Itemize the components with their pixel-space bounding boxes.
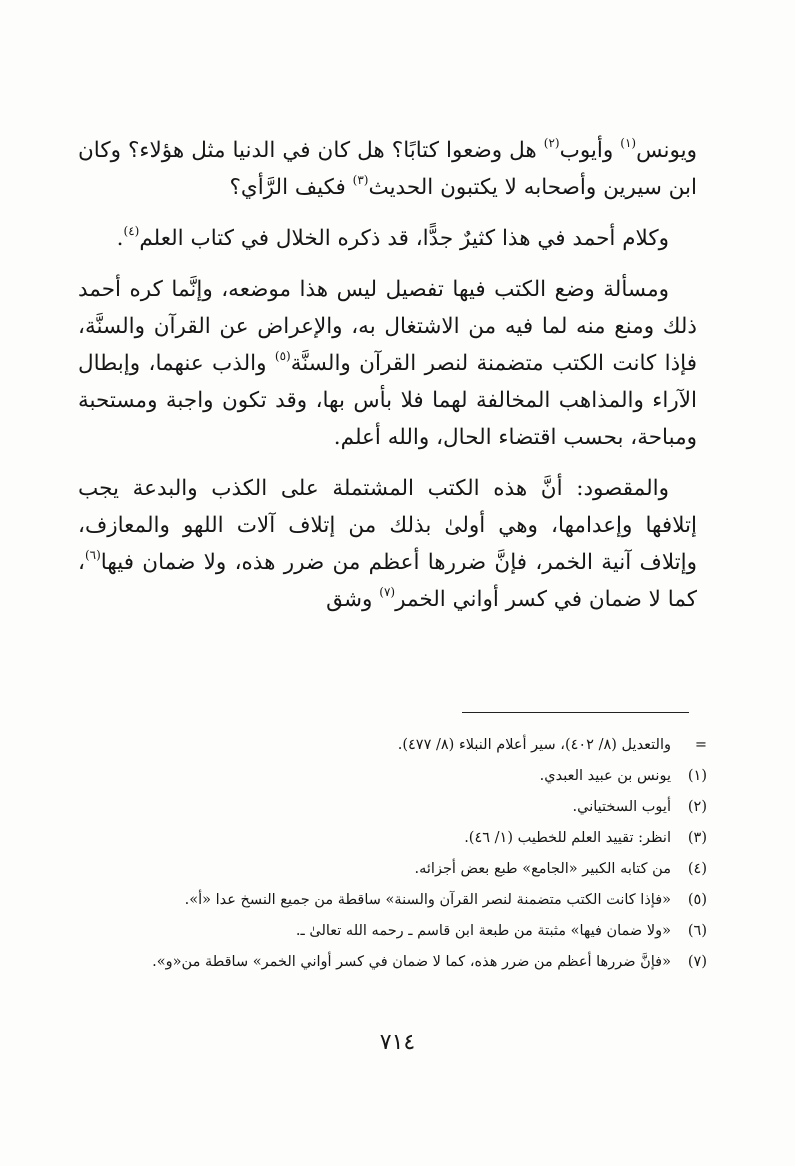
footnote [82, 792, 707, 823]
paragraph [78, 132, 697, 206]
footnote-separator [462, 712, 689, 713]
footnote-number: (١) [687, 768, 707, 784]
footnote-text: «فإنَّ ضررها أعظم من ضرر هذه، كما لا ضمان في كسر أواني الخمر» ساقطة من«و». [152, 954, 671, 970]
page-number: ٧١٤ [379, 1030, 416, 1055]
footnote [82, 761, 707, 792]
footnote [82, 916, 707, 947]
paragraph [78, 271, 697, 456]
footnote-number: (٤) [687, 861, 707, 877]
footnote-ref[interactable]: (٢) [543, 135, 560, 150]
text-run: هل وضعوا كتابًا؟ هل كان في الدنيا مثل هؤلاء؟ وكان ابن سيرين وأصحابه لا يكتبون الحديث [78, 138, 697, 200]
footnote-ref[interactable]: (٥) [274, 348, 291, 363]
footnote-ref[interactable]: (١) [620, 135, 637, 150]
text-run: ومسألة وضع الكتب فيها تفصيل ليس هذا موضعه، وإنَّما كره أحمد ذلك ومنع منه لما فيه من الاشتغال به، والإعراض عن القرآن والسنَّة، فإذا كانت الكتب متضمنة لنصر القرآن والسنَّة [78, 277, 697, 376]
footnote [82, 885, 707, 916]
footnote [82, 854, 707, 885]
footnote-ref[interactable]: (٦) [84, 547, 101, 562]
footnote [82, 947, 707, 978]
footnotes [82, 730, 707, 978]
text-run: . [116, 226, 124, 251]
footnote-ref[interactable]: (٧) [379, 584, 396, 599]
main-text [78, 132, 697, 632]
paragraph [78, 470, 697, 618]
footnote-number: = [694, 737, 707, 753]
paragraph [78, 220, 697, 257]
footnote-text: يونس بن عبيد العبدي. [539, 768, 671, 784]
text-run: والمقصود: أنَّ هذه الكتب المشتملة على الكذب والبدعة يجب إتلافها وإعدامها، وهي أولىٰ بذلك من إتلاف آلات اللهو والمعازف، وإتلاف آنية الخمر، فإنَّ ضررها أعظم من ضرر هذه، ولا ضمان فيها [78, 476, 697, 575]
text-run: وشق [326, 587, 380, 612]
footnote-number: (٣) [687, 830, 707, 846]
text-run: فكيف الرَّأي؟ [229, 175, 353, 200]
footnote-text: انظر: تقييد العلم للخطيب (١/ ٤٦). [464, 830, 671, 846]
text-run: ويونس [636, 138, 697, 163]
footnote-number: (٥) [687, 892, 707, 908]
footnote [82, 730, 707, 761]
footnote-text: والتعديل (٨/ ٤٠٢)، سير أعلام النبلاء (٨/ ٤٧٧). [397, 737, 671, 753]
text-run: وأيوب [559, 138, 621, 163]
footnote [82, 823, 707, 854]
footnote-text: أيوب السختياني. [572, 799, 671, 815]
text-run: وكلام أحمد في هذا كثيرٌ جدًّا، قد ذكره الخلال في كتاب العلم [139, 226, 669, 251]
footnote-number: (٦) [687, 923, 707, 939]
footnote-number: (٧) [687, 954, 707, 970]
footnote-text: من كتابه الكبير «الجامع» طبع بعض أجزائه. [414, 861, 671, 877]
footnote-text: «فإذا كانت الكتب متضمنة لنصر القرآن والسنة» ساقطة من جميع النسخ عدا «أ». [184, 892, 671, 908]
text-run: والذب عنهما، وإبطال الآراء والمذاهب المخالفة لهما فلا بأس بها، وقد تكون واجبة ومستحبة ومباحة، بحسب اقتضاء الحال، والله أعلم. [78, 351, 697, 450]
footnote-number: (٢) [687, 799, 707, 815]
footnote-text: «ولا ضمان فيها» مثبتة من طبعة ابن قاسم ـ رحمه الله تعالىٰ ـ. [295, 923, 671, 939]
footnote-ref[interactable]: (٤) [123, 223, 140, 238]
footnote-ref[interactable]: (٣) [352, 172, 369, 187]
text-run: ، كما لا ضمان في كسر أواني الخمر [78, 550, 697, 612]
